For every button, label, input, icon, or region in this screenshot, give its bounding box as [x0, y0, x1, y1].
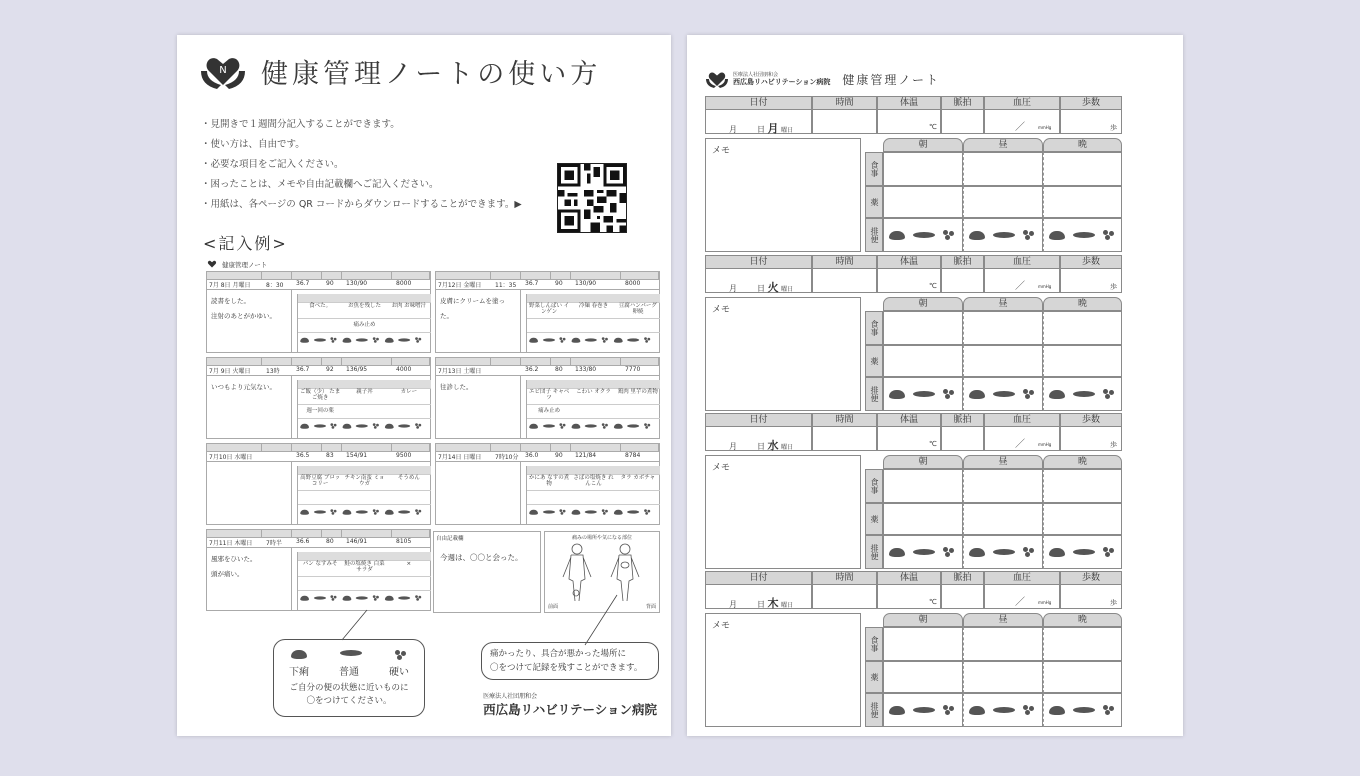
bp-separator: ／ [1015, 597, 1025, 608]
bp-separator: ／ [1015, 281, 1025, 292]
day-record-0 [705, 96, 1122, 254]
stool-callout-text: ご自分の便の状態に近いものに 〇をつけてください。 [289, 683, 409, 706]
mini-memo: 読書をした。 注射のあとがかゆい。 [207, 290, 292, 353]
stool-icons [274, 650, 424, 660]
meal-cell[interactable] [1043, 311, 1122, 345]
field-time[interactable] [812, 269, 877, 293]
mini-temp: 36.6 [296, 538, 310, 545]
hard-stool-icon[interactable] [1023, 230, 1036, 240]
hard-stool-icon[interactable] [1023, 389, 1036, 399]
org-small: 医療法人社団朋和会 [733, 71, 779, 78]
header-steps: 歩数 [1060, 571, 1122, 585]
mini-bp: 130/90 [346, 280, 368, 287]
med-cell[interactable] [963, 186, 1043, 218]
meal-header: 晩 [1043, 138, 1122, 152]
stool-options [969, 389, 1036, 399]
loose-stool-icon[interactable] [889, 231, 905, 240]
day-record-1 [705, 255, 1122, 413]
mini-meal-night: 鶏肉 里芋の煮物 [617, 389, 658, 395]
unit-month: 月 [729, 600, 737, 609]
unit-day: 日 [757, 600, 765, 609]
field-pulse[interactable] [941, 427, 984, 451]
loose-stool-icon[interactable] [889, 390, 905, 399]
memo-area[interactable] [705, 297, 861, 411]
field-pulse[interactable] [941, 269, 984, 293]
normal-stool-icon[interactable] [993, 549, 1015, 555]
hard-stool-icon[interactable] [1103, 230, 1116, 240]
mini-steps: 8000 [396, 280, 412, 287]
unit-weekday: 曜日 [781, 444, 794, 451]
loose-stool-icon[interactable] [1049, 548, 1065, 557]
med-cell[interactable] [883, 345, 963, 377]
med-cell[interactable] [963, 503, 1043, 535]
header-temp: 体温 [877, 255, 941, 269]
mini-med-morning: 痛み止め [538, 408, 561, 414]
memo-label: メモ [712, 621, 731, 631]
mini-pulse: 83 [326, 452, 334, 459]
mini-meal-noon: 冷麺 春巻き [578, 303, 609, 309]
unit-day: 日 [757, 284, 765, 293]
bullet-item: ・用紙は、各ページの QR コードからダウンロードすることができます。▶ [201, 199, 522, 210]
normal-stool-icon[interactable] [993, 707, 1015, 713]
hospital-sub: 医療法人社団朋和会 [483, 693, 538, 700]
hospital-name: 西広島リハビリテーション病院 [483, 702, 657, 717]
mini-memo: 往診した。 [436, 376, 521, 439]
hospital-footer [483, 691, 657, 718]
mini-date: 7月11日 木曜日 [209, 540, 253, 547]
header-steps: 歩数 [1060, 413, 1122, 427]
loose-stool-icon[interactable] [1049, 231, 1065, 240]
hard-stool-icon[interactable] [943, 230, 956, 240]
meal-cell[interactable] [963, 311, 1043, 345]
unit-bp: mmHg [1038, 284, 1052, 289]
normal-stool-icon[interactable] [1073, 232, 1095, 238]
stool-options [889, 230, 956, 240]
mini-meal-night: お肉 お味噌汁 [391, 303, 427, 309]
date-line [711, 595, 811, 611]
normal-stool-icon[interactable] [913, 232, 935, 238]
normal-stool-icon[interactable] [1073, 707, 1095, 713]
stool-label-normal: 普通 [339, 667, 359, 678]
meal-header: 朝 [883, 138, 963, 152]
unit-temp: ℃ [929, 440, 937, 448]
body-back-label: 背面 [645, 604, 656, 610]
heart-hands-logo-icon [705, 69, 729, 89]
record-page-header [705, 69, 940, 89]
normal-stool-icon[interactable] [993, 391, 1015, 397]
date-line [711, 120, 811, 136]
field-time[interactable] [812, 427, 877, 451]
mini-meal-night: そうめん [397, 475, 420, 481]
mini-meal-noon: 鮭の塩焼き 白菜サラダ [344, 561, 385, 573]
row-label-stool: 排便 [865, 218, 883, 252]
unit-bp: mmHg [1038, 125, 1052, 130]
stool-options [969, 705, 1036, 715]
memo-label: メモ [712, 305, 731, 315]
field-time[interactable] [812, 110, 877, 134]
mini-pulse: 90 [326, 280, 334, 287]
field-pulse[interactable] [941, 585, 984, 609]
header-temp: 体温 [877, 413, 941, 427]
mini-pulse: 90 [555, 280, 563, 287]
mini-meal-night: カレー [400, 389, 418, 395]
mini-temp: 36.7 [525, 280, 539, 287]
row-label-med: 薬 [865, 503, 883, 535]
stool-callout [273, 639, 425, 717]
mini-memo: 風邪をひいた。 頭が痛い。 [207, 548, 292, 611]
row-label-meal: 食事 [865, 469, 883, 503]
unit-steps: 歩 [1110, 283, 1117, 291]
memo-label: メモ [712, 463, 731, 473]
med-cell[interactable] [963, 661, 1043, 693]
hard-stool-icon[interactable] [943, 705, 956, 715]
mini-pulse: 80 [326, 538, 334, 545]
loose-stool-icon[interactable] [969, 548, 985, 557]
unit-month: 月 [729, 284, 737, 293]
stool-options [889, 389, 956, 399]
normal-stool-icon[interactable] [1073, 549, 1095, 555]
weekday-char: 月 [767, 122, 779, 135]
meal-cell[interactable] [963, 152, 1043, 186]
header-pulse: 脈拍 [941, 571, 984, 585]
day-record-2 [705, 413, 1122, 571]
mini-meal-night: 豆腐ハンバーグ 卵焼 [618, 303, 657, 315]
pain-callout: 痛かったり、具合が悪かった場所に 〇をつけて記録を残すことができます。 [481, 642, 659, 680]
med-cell[interactable] [1043, 661, 1122, 693]
meal-cell[interactable] [1043, 152, 1122, 186]
mini-header-title: 健康管理ノート [222, 260, 268, 269]
weekday-char: 火 [767, 281, 779, 294]
header-pulse: 脈拍 [941, 255, 984, 269]
mini-steps: 4000 [396, 366, 412, 373]
mini-pulse: 80 [555, 366, 563, 373]
meal-cell[interactable] [1043, 627, 1122, 661]
unit-month: 月 [729, 442, 737, 451]
mini-steps: 8784 [625, 452, 641, 459]
header-pulse: 脈拍 [941, 96, 984, 110]
stool-options [1049, 230, 1116, 240]
mini-meal-morning: 野菜しんぱい インゲン [529, 303, 570, 315]
mini-pulse: 92 [326, 366, 334, 373]
body-front-label: 前面 [548, 604, 559, 610]
row-label-med: 薬 [865, 661, 883, 693]
callout-lines [177, 35, 671, 736]
row-label-meal: 食事 [865, 152, 883, 186]
loose-stool-icon[interactable] [889, 548, 905, 557]
header-steps: 歩数 [1060, 96, 1122, 110]
header-steps: 歩数 [1060, 255, 1122, 269]
unit-weekday: 曜日 [781, 127, 794, 134]
mini-memo: 皮膚にクリームを塗った。 [436, 290, 521, 353]
mini-date: 7月14日 日曜日 [438, 454, 482, 461]
hard-stool-icon[interactable] [1023, 547, 1036, 557]
meal-header: 朝 [883, 455, 963, 469]
meal-cell[interactable] [1043, 469, 1122, 503]
normal-stool-icon[interactable] [993, 232, 1015, 238]
memo-area[interactable] [705, 138, 861, 252]
mini-date: 7月12日 金曜日 [438, 282, 482, 289]
mini-temp: 36.7 [296, 366, 310, 373]
header-pulse: 脈拍 [941, 413, 984, 427]
meal-cell[interactable] [963, 627, 1043, 661]
med-cell[interactable] [1043, 345, 1122, 377]
row-label-stool: 排便 [865, 377, 883, 411]
loose-stool-icon[interactable] [969, 390, 985, 399]
med-cell[interactable] [1043, 186, 1122, 218]
memo-area[interactable] [705, 613, 861, 727]
header-temp: 体温 [877, 96, 941, 110]
loose-stool-icon[interactable] [969, 231, 985, 240]
med-cell[interactable] [963, 345, 1043, 377]
mini-temp: 36.0 [525, 452, 539, 459]
field-pulse[interactable] [941, 110, 984, 134]
mini-steps: 9500 [396, 452, 412, 459]
weekday-char: 木 [767, 597, 779, 610]
mini-meal-morning: パン なすみそ [302, 561, 338, 567]
mini-steps: 7770 [625, 366, 641, 373]
meal-cell[interactable] [883, 152, 963, 186]
mini-steps: 8105 [396, 538, 412, 545]
mini-meal-morning: 高野豆腐 ブロッコリー [300, 475, 341, 487]
meal-header: 晩 [1043, 455, 1122, 469]
mini-time: 13時 [266, 368, 280, 375]
date-line [711, 279, 811, 295]
unit-weekday: 曜日 [781, 286, 794, 293]
mini-meal-noon: さばの塩焼き れんこん [573, 475, 614, 487]
mini-meal-noon: お魚を残した [347, 303, 381, 309]
header-bp: 血圧 [984, 571, 1060, 585]
mini-date: 7月10日 水曜日 [209, 454, 253, 461]
mini-meal-morning: ご飯（少） たまご焼き [300, 389, 341, 401]
mini-time: 7時半 [266, 540, 282, 547]
med-cell[interactable] [883, 503, 963, 535]
mini-meal-noon: 親子丼 [356, 389, 373, 395]
row-label-meal: 食事 [865, 311, 883, 345]
memo-label: メモ [712, 146, 731, 156]
hard-stool-icon [395, 650, 408, 660]
weekday-char: 水 [767, 439, 779, 452]
stool-options [969, 230, 1036, 240]
example-heading: <記入例> [203, 234, 288, 253]
stool-label-hard: 硬い [389, 667, 409, 678]
row-label-stool: 排便 [865, 535, 883, 569]
header-time: 時間 [812, 413, 877, 427]
row-label-stool: 排便 [865, 693, 883, 727]
mini-pulse: 90 [555, 452, 563, 459]
normal-stool-icon[interactable] [913, 707, 935, 713]
loose-stool-icon[interactable] [1049, 390, 1065, 399]
row-label-meal: 食事 [865, 627, 883, 661]
blank-record-page [687, 35, 1183, 736]
mini-steps: 8000 [625, 280, 641, 287]
mini-meal-morning: 食べた。 [309, 303, 332, 309]
free-note-text: 今週は、〇〇と会った。 [440, 553, 523, 562]
mini-date: 7月13日 土曜日 [438, 368, 482, 375]
stool-options [889, 547, 956, 557]
unit-bp: mmHg [1038, 600, 1052, 605]
bullet-item: ・必要な項目をご記入ください。 [201, 159, 344, 170]
mini-meal-noon: チキン南蛮 ミョウガ [344, 475, 385, 487]
loose-stool-icon[interactable] [969, 706, 985, 715]
header-date: 日付 [705, 571, 812, 585]
stool-options [1049, 389, 1116, 399]
normal-stool-icon[interactable] [913, 549, 935, 555]
stool-options [889, 705, 956, 715]
mini-bp: 146/91 [346, 538, 368, 545]
meal-header: 昼 [963, 138, 1043, 152]
body-map-label: 痛みの場所や気になる部位 [571, 535, 632, 541]
stool-options [1049, 705, 1116, 715]
header-time: 時間 [812, 96, 877, 110]
mini-bp: 154/91 [346, 452, 368, 459]
unit-steps: 歩 [1110, 124, 1117, 132]
mini-bp: 133/80 [575, 366, 597, 373]
loose-stool-icon[interactable] [889, 706, 905, 715]
mini-meal-morning: かにあ なすの煮物 [529, 475, 570, 487]
unit-bp: mmHg [1038, 442, 1052, 447]
diarrhea-stool-icon [291, 650, 307, 659]
meal-header: 朝 [883, 297, 963, 311]
bullet-item: ・見開きで１週間分記入することができます。 [201, 119, 400, 130]
bp-separator: ／ [1015, 439, 1025, 450]
header-bp: 血圧 [984, 96, 1060, 110]
mini-meal-night: × [406, 561, 412, 567]
meal-cell[interactable] [883, 311, 963, 345]
bullet-item: ・使い方は、自由です。 [201, 139, 305, 150]
stool-options [1049, 547, 1116, 557]
hard-stool-icon[interactable] [1103, 547, 1116, 557]
stool-label-loose: 下痢 [289, 667, 309, 678]
svg-text:N: N [219, 65, 227, 76]
meal-header: 晩 [1043, 297, 1122, 311]
mini-time: 7時10分 [495, 454, 519, 461]
unit-steps: 歩 [1110, 599, 1117, 607]
org-name: 西広島リハビリテーション病院 [733, 77, 831, 86]
header-bp: 血圧 [984, 255, 1060, 269]
unit-temp: ℃ [929, 282, 937, 290]
usage-guide-page [177, 35, 671, 736]
bullet-item: ・困ったことは、メモや自由記載欄へご記入ください。 [201, 179, 439, 190]
field-time[interactable] [812, 585, 877, 609]
meal-header: 昼 [963, 613, 1043, 627]
mini-time: 11：35 [495, 282, 517, 289]
header-time: 時間 [812, 255, 877, 269]
header-date: 日付 [705, 413, 812, 427]
meal-header: 晩 [1043, 613, 1122, 627]
normal-stool-icon[interactable] [913, 391, 935, 397]
hard-stool-icon[interactable] [943, 389, 956, 399]
hard-stool-icon[interactable] [1103, 705, 1116, 715]
mini-memo: いつもより元気ない。 [207, 376, 292, 439]
med-cell[interactable] [883, 661, 963, 693]
mini-date: 7月 8日 月曜日 [209, 282, 251, 289]
med-cell[interactable] [883, 186, 963, 218]
unit-weekday: 曜日 [781, 602, 794, 609]
date-line [711, 437, 811, 453]
meal-cell[interactable] [883, 627, 963, 661]
med-cell[interactable] [1043, 503, 1122, 535]
header-date: 日付 [705, 255, 812, 269]
normal-stool-icon [340, 650, 362, 656]
mini-bp: 136/95 [346, 366, 368, 373]
mini-temp: 36.5 [296, 452, 310, 459]
guide-title: 健康管理ノートの使い方 [261, 58, 602, 90]
meal-header: 朝 [883, 613, 963, 627]
hard-stool-icon[interactable] [1103, 389, 1116, 399]
meal-header: 昼 [963, 455, 1043, 469]
header-temp: 体温 [877, 571, 941, 585]
mini-bp: 121/84 [575, 452, 597, 459]
mini-bp: 130/90 [575, 280, 597, 287]
unit-temp: ℃ [929, 598, 937, 606]
mini-med-morning: 週一回の薬 [306, 408, 334, 414]
hard-stool-icon[interactable] [943, 547, 956, 557]
mini-temp: 36.2 [525, 366, 539, 373]
unit-day: 日 [757, 442, 765, 451]
normal-stool-icon[interactable] [1073, 391, 1095, 397]
unit-temp: ℃ [929, 123, 937, 131]
note-title: 健康管理ノート [842, 72, 941, 87]
org-block [733, 72, 830, 87]
unit-month: 月 [729, 125, 737, 134]
mini-meal-noon: こわい オクラ [576, 389, 611, 395]
meal-cell[interactable] [963, 469, 1043, 503]
unit-day: 日 [757, 125, 765, 134]
hard-stool-icon[interactable] [1023, 705, 1036, 715]
free-note-label: 自由記載欄 [436, 536, 464, 542]
mini-temp: 36.7 [296, 280, 310, 287]
mini-meal-morning: エビ団子 キャベツ [529, 389, 570, 401]
bp-separator: ／ [1015, 122, 1025, 133]
mini-time: 8：30 [266, 282, 284, 289]
memo-area[interactable] [705, 455, 861, 569]
meal-header: 昼 [963, 297, 1043, 311]
stool-options [969, 547, 1036, 557]
day-record-3 [705, 571, 1122, 729]
unit-steps: 歩 [1110, 441, 1117, 449]
row-label-med: 薬 [865, 186, 883, 218]
header-date: 日付 [705, 96, 812, 110]
mini-date: 7月 9日 火曜日 [209, 368, 251, 375]
mini-med-noon: 痛み止め [353, 322, 376, 328]
header-bp: 血圧 [984, 413, 1060, 427]
header-time: 時間 [812, 571, 877, 585]
meal-cell[interactable] [883, 469, 963, 503]
loose-stool-icon[interactable] [1049, 706, 1065, 715]
mini-meal-night: タラ カボチャ [620, 475, 656, 481]
row-label-med: 薬 [865, 345, 883, 377]
